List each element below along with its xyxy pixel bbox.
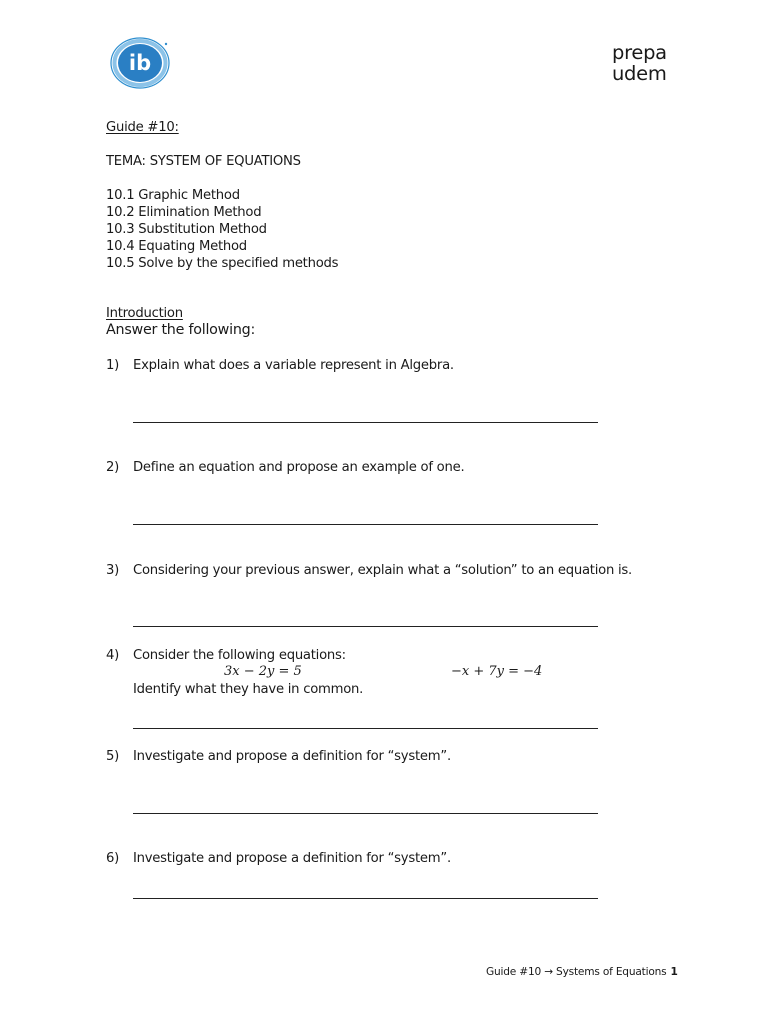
introduction-heading: Introduction [106,306,183,321]
page-footer [486,965,678,979]
brand-line-1: prepa [612,41,667,64]
question-number: 2) [106,460,120,475]
answer-line[interactable] [133,728,598,729]
question-text: Consider the following equations: [133,648,346,663]
equation-1: 3x − 2y = 5 [224,664,302,679]
question-text: Considering your previous answer, explain what a “solution” to an equation is. [133,563,632,578]
topic-item: 10.2 Elimination Method [106,205,262,220]
topic-item: 10.5 Solve by the specified methods [106,256,339,271]
guide-title: Guide #10: [106,120,179,135]
topic-item: 10.4 Equating Method [106,239,247,254]
topic-item: 10.3 Substitution Method [106,222,267,237]
question-text: Define an equation and propose an example of one. [133,460,465,475]
page-number: 1 [670,966,678,978]
question-followup: Identify what they have in common. [133,682,364,697]
question-text: Investigate and propose a definition for “system”. [133,749,451,764]
answer-line[interactable] [133,626,598,627]
answer-line[interactable] [133,813,598,814]
question-text: Investigate and propose a definition for “system”. [133,851,451,866]
answer-line[interactable] [133,422,598,423]
brand-line-2: udem [612,62,667,85]
answer-line[interactable] [133,898,598,899]
tema-heading: TEMA: SYSTEM OF EQUATIONS [106,154,301,169]
instruction-text: Answer the following: [106,322,256,338]
topic-item: 10.1 Graphic Method [106,188,240,203]
question-number: 5) [106,749,120,764]
question-number: 3) [106,563,120,578]
prepa-udem-logo [612,42,667,84]
answer-line[interactable] [133,524,598,525]
ib-logo [109,36,171,90]
question-number: 6) [106,851,120,866]
equation-2: −x + 7y = −4 [451,664,543,679]
question-number: 1) [106,358,120,373]
question-text: Explain what does a variable represent in Algebra. [133,358,454,373]
svg-text:ib: ib [128,51,152,75]
question-number: 4) [106,648,120,663]
footer-text: Guide #10 → Systems of Equations [486,966,667,978]
